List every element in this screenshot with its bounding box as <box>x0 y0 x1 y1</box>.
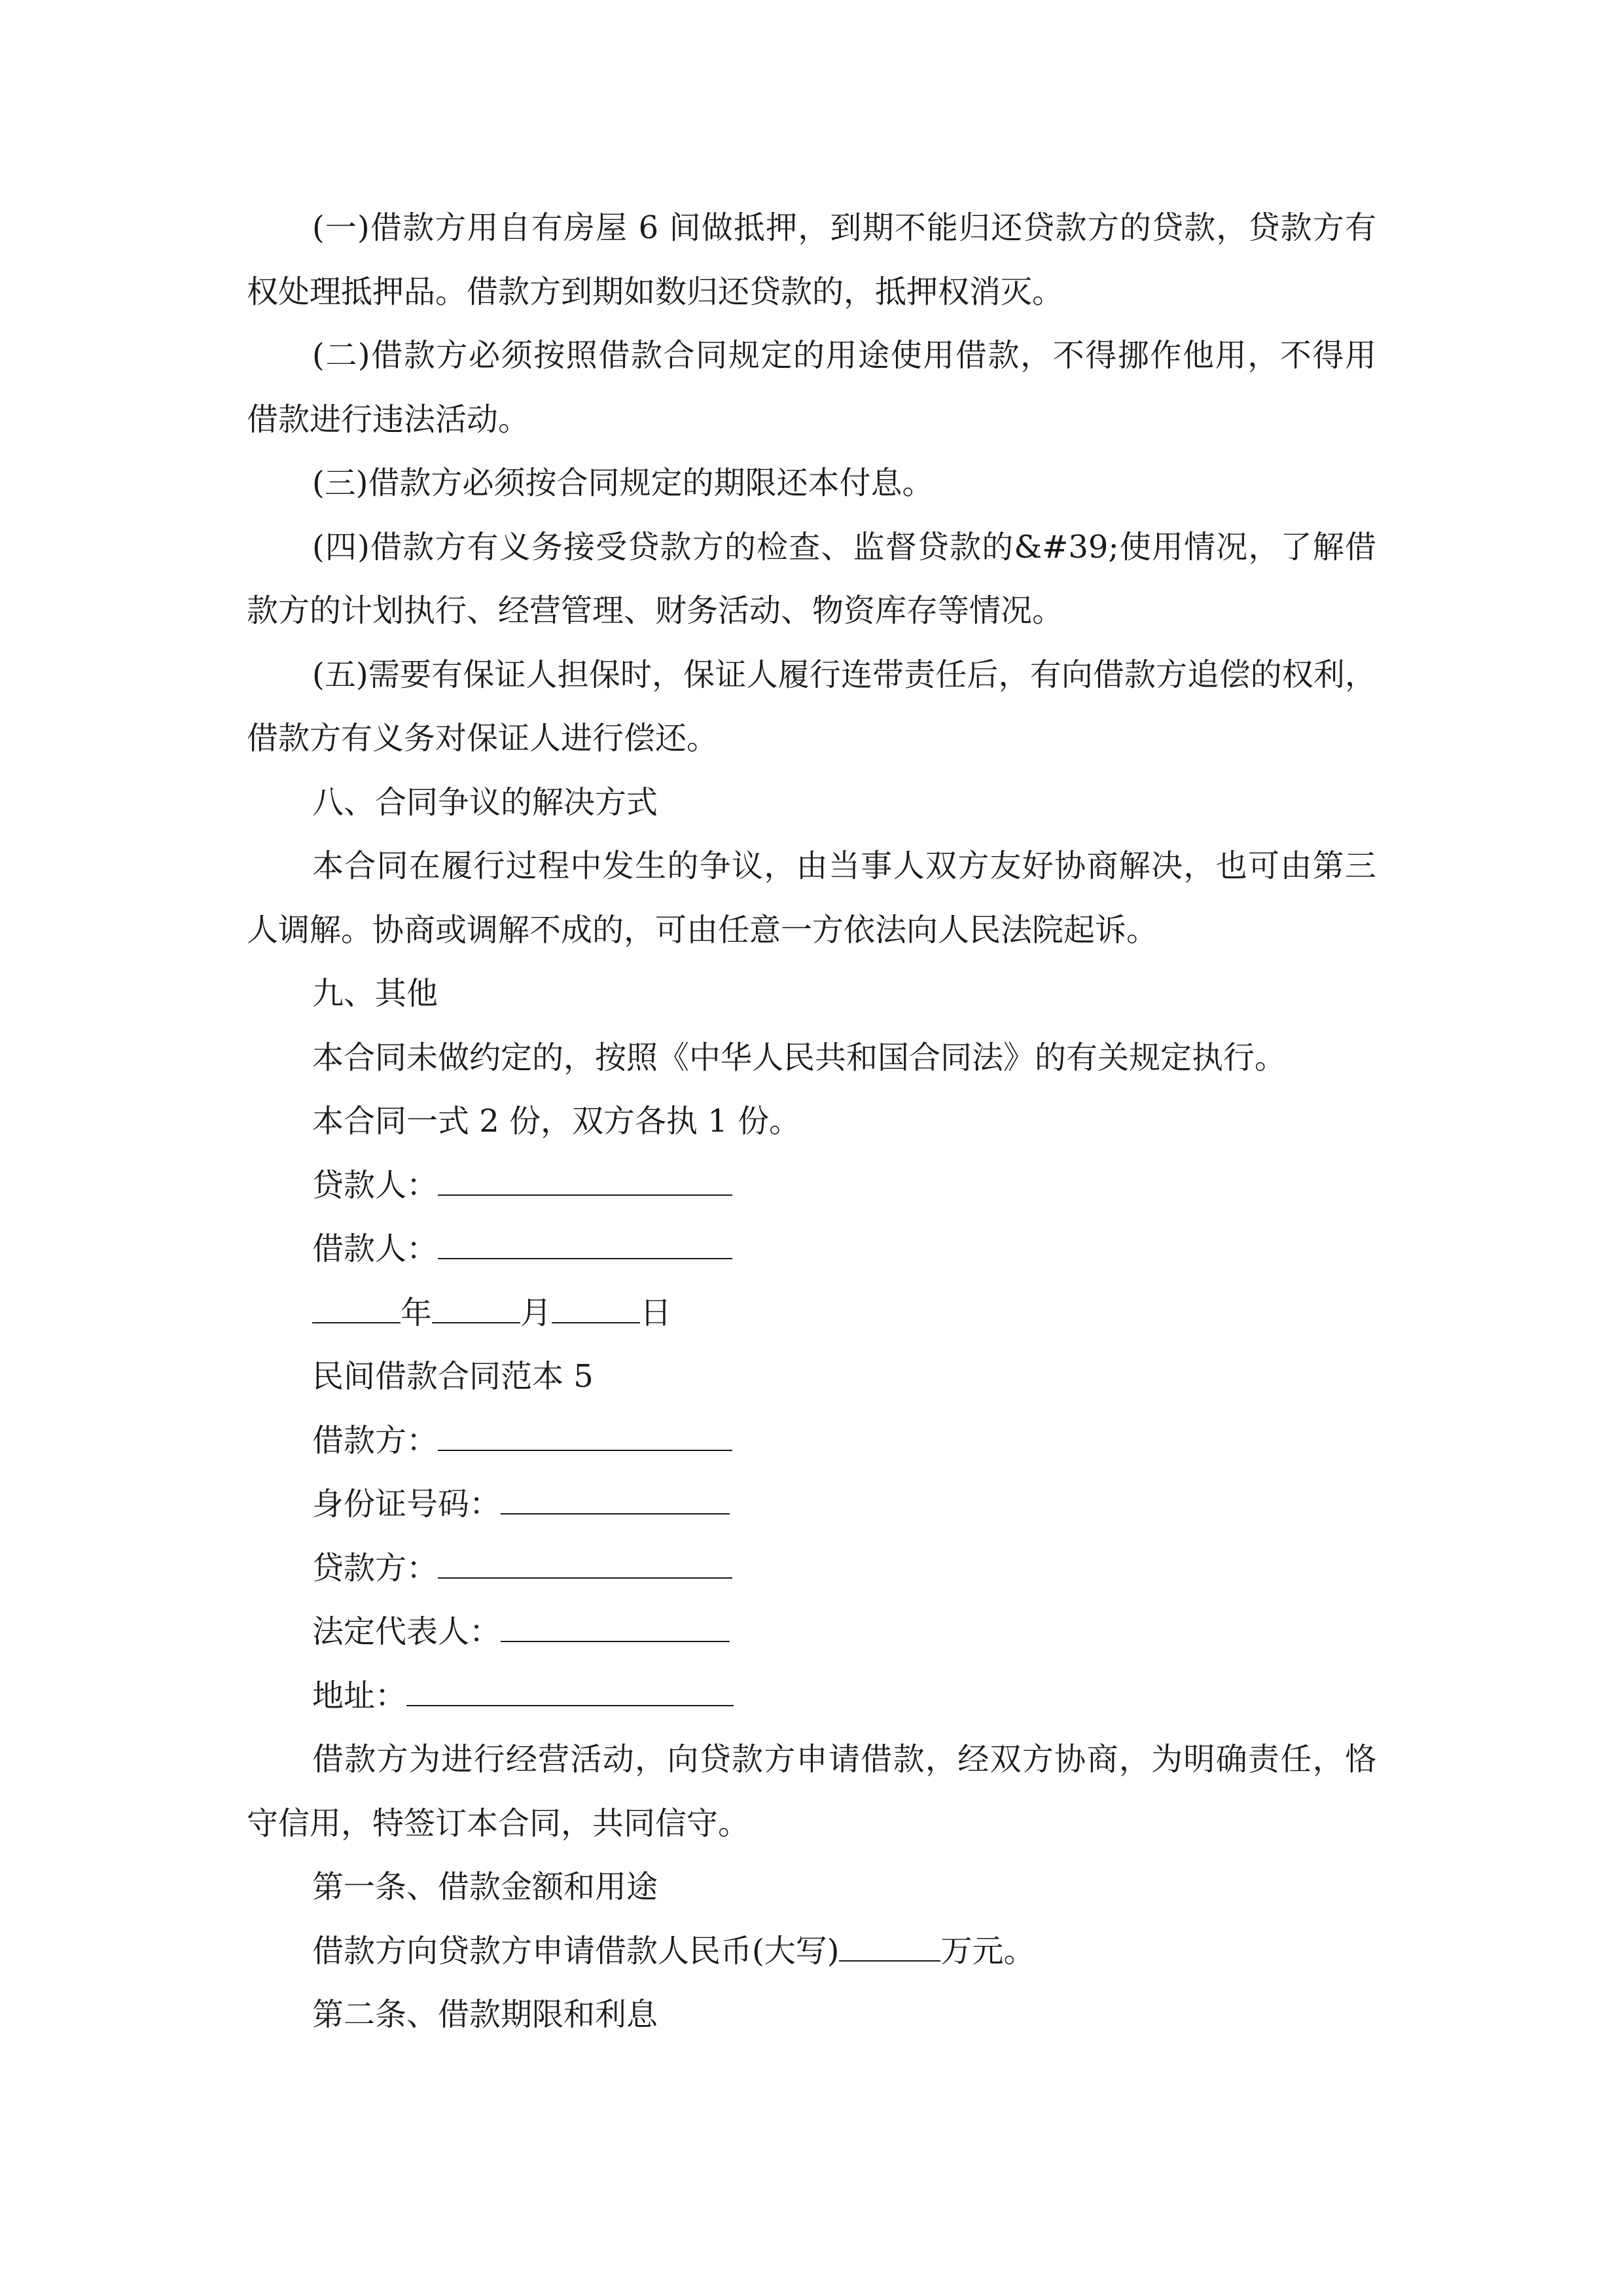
field-label: 贷款人： <box>312 1166 438 1204</box>
field-label: 身份证号码： <box>312 1486 501 1522</box>
template-title: 民间借款合同范本 5 <box>312 1358 594 1395</box>
text-line: 权处理抵押品。借款方到期如数归还贷款的，抵押权消灭。 <box>247 273 1064 310</box>
year-blank <box>312 1296 401 1323</box>
month-label: 月 <box>520 1294 552 1331</box>
field-label: 贷款方： <box>312 1549 438 1587</box>
day-blank <box>552 1296 640 1323</box>
text-line: 本合同未做约定的，按照《中华人民共和国合同法》的有关规定执行。 <box>312 1039 1287 1076</box>
field-label: 法定代表人： <box>312 1613 501 1650</box>
field-blank <box>406 1679 734 1706</box>
month-blank <box>432 1296 520 1323</box>
text-line: 守信用，特签订本合同，共同信守。 <box>247 1804 750 1842</box>
text-line: (三)借款方必须按合同规定的期限还本付息。 <box>312 465 934 501</box>
text-line: 人调解。协商或调解不成的，可由任意一方依法向人民法院起诉。 <box>247 911 1158 948</box>
field-label: 借款人： <box>312 1230 438 1267</box>
document-body <box>247 196 1376 2047</box>
article-heading: 第二条、借款期限和利息 <box>312 1996 658 2033</box>
borrower-party-field <box>247 1409 1376 1473</box>
date-field <box>247 1282 1376 1346</box>
year-label: 年 <box>401 1294 433 1331</box>
lender-party-field <box>247 1537 1376 1601</box>
article-heading: 第一条、借款金额和用途 <box>312 1869 658 1905</box>
field-blank <box>438 1424 732 1451</box>
signature-blank <box>438 1168 732 1196</box>
day-label: 日 <box>640 1294 672 1331</box>
text-line: 借款进行违法活动。 <box>247 401 530 438</box>
text-line: (四)借款方有义务接受贷款方的检查、监督贷款的&#39;使用情况，了解借 <box>312 528 1376 565</box>
text-line: 本合同在履行过程中发生的争议，由当事人双方友好协商解决，也可由第三 <box>312 848 1376 884</box>
legal-rep-field <box>247 1600 1376 1664</box>
text-line: (二)借款方必须按照借款合同规定的用途使用借款，不得挪作他用，不得用 <box>312 337 1376 374</box>
loan-amount-prefix: 借款方向贷款方申请借款人民币(大写) <box>312 1932 840 1969</box>
text-line: (一)借款方用自有房屋 6 间做抵押，到期不能归还贷款方的贷款，贷款方有 <box>312 209 1376 246</box>
field-label: 借款方： <box>312 1422 438 1459</box>
text-line: 款方的计划执行、经营管理、财务活动、物资库存等情况。 <box>247 592 1064 629</box>
borrower-signature-field <box>247 1217 1376 1282</box>
text-line: 借款方有义务对保证人进行偿还。 <box>247 720 719 757</box>
loan-amount-suffix: 万元。 <box>940 1932 1035 1969</box>
field-blank <box>501 1487 730 1515</box>
field-blank <box>438 1551 732 1579</box>
field-blank <box>501 1615 730 1642</box>
section-heading: 八、合同争议的解决方式 <box>312 783 658 821</box>
text-line: 本合同一式 2 份，双方各执 1 份。 <box>312 1103 801 1139</box>
text-line: 借款方为进行经营活动，向贷款方申请借款，经双方协商，为明确责任，恪 <box>312 1741 1376 1778</box>
id-number-field <box>247 1473 1376 1537</box>
signature-blank <box>438 1232 732 1259</box>
address-field <box>247 1664 1376 1729</box>
amount-blank <box>839 1934 940 1962</box>
section-heading: 九、其他 <box>312 975 438 1012</box>
text-line: (五)需要有保证人担保时，保证人履行连带责任后，有向借款方追偿的权利， <box>312 656 1376 693</box>
lender-signature-field <box>247 1154 1376 1218</box>
field-label: 地址： <box>312 1677 407 1714</box>
loan-amount-line <box>247 1920 1376 1984</box>
